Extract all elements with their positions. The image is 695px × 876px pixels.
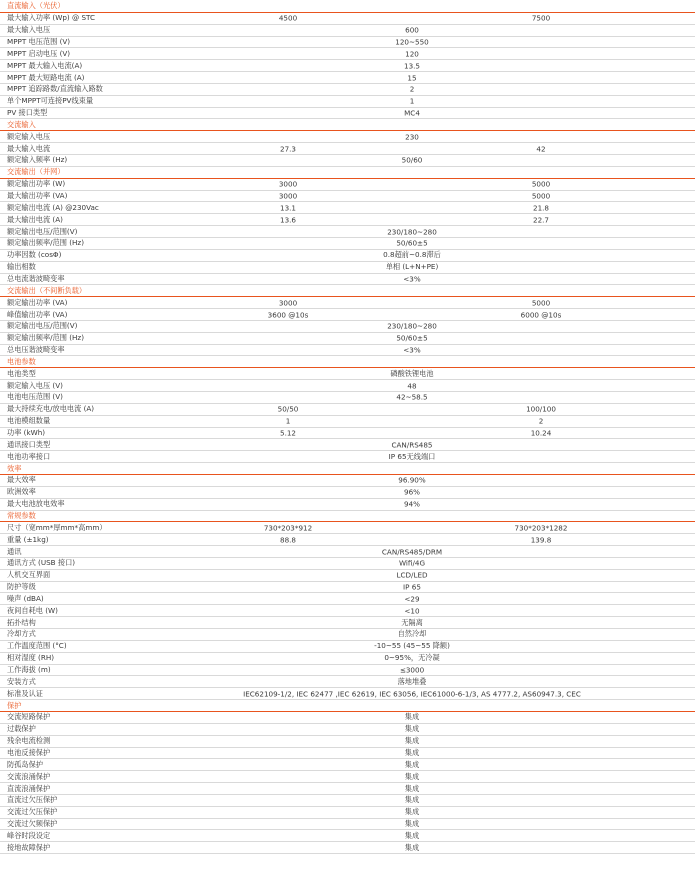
value-shared: 50/60 [401, 155, 423, 165]
spec-label: MPPT 最大短路电流 (A) [7, 72, 85, 82]
spec-row [0, 380, 695, 392]
spec-label: 最大输入功率 (Wp) @ STC [7, 13, 95, 23]
spec-label: MPPT 最大输入电流(A) [7, 60, 83, 70]
spec-row [0, 842, 695, 854]
spec-row [0, 724, 695, 736]
value-shared: 集成 [404, 819, 420, 829]
spec-row [0, 143, 695, 155]
spec-row [0, 72, 695, 84]
spec-label: 接地故障保护 [7, 842, 51, 852]
spec-row [0, 676, 695, 688]
spec-label: 最大电池放电效率 [7, 499, 65, 509]
value-model-b: 5000 [531, 298, 551, 308]
spec-row [0, 84, 695, 96]
value-model-b: 5000 [531, 179, 551, 189]
spec-label: 峰谷时段设定 [7, 830, 51, 840]
value-shared: -10~55 (45~55 降额) [374, 641, 450, 651]
spec-label: 尺寸（宽mm*厚mm*高mm） [7, 522, 107, 532]
spec-label: 最大持续充电/放电电流 (A) [7, 404, 95, 414]
spec-row [0, 191, 695, 203]
spec-label: 额定输入频率 (Hz) [7, 155, 68, 165]
value-model-a: 3000 [278, 298, 298, 308]
value-model-b: 42 [536, 144, 546, 154]
value-model-a: 1 [285, 416, 291, 426]
value-shared: 120 [405, 49, 419, 59]
spec-label: 交流过欠压保护 [7, 807, 58, 817]
spec-row [0, 605, 695, 617]
value-model-b: 100/100 [526, 404, 556, 414]
value-model-a: 13.6 [279, 215, 297, 225]
section-title: 交流输出（不间断负载） [7, 285, 87, 295]
spec-label: 额定输出频率/范围 (Hz) [7, 333, 84, 343]
value-model-b: 2 [538, 416, 544, 426]
spec-label: 工作温度范围 (°C) [7, 641, 67, 651]
spec-row [0, 60, 695, 72]
spec-row [0, 226, 695, 238]
value-shared: 集成 [404, 771, 420, 781]
spec-label: 电池电压范围 (V) [7, 392, 63, 402]
value-shared: 600 [405, 25, 419, 35]
spec-label: MPPT 电压范围 (V) [7, 36, 71, 46]
section-title: 保护 [7, 700, 22, 710]
spec-row [0, 771, 695, 783]
spec-label: 功率因数 (cosΦ) [7, 250, 62, 260]
spec-label: 冷却方式 [7, 629, 36, 639]
value-shared: 230/180~280 [387, 321, 437, 331]
spec-row [0, 653, 695, 665]
spec-row [0, 179, 695, 191]
value-model-a: 4500 [278, 13, 298, 23]
spec-label: 人机交互界面 [7, 570, 51, 580]
spec-label: 最大效率 [7, 475, 36, 485]
spec-label: MPPT 启动电压 (V) [7, 48, 71, 58]
spec-label: 电池反接保护 [7, 747, 51, 757]
value-model-b: 22.7 [532, 215, 550, 225]
spec-row [0, 131, 695, 143]
value-shared: 落地堆叠 [397, 676, 427, 686]
spec-row [0, 748, 695, 760]
section-header-row [0, 167, 695, 179]
spec-label: 总电流谐波畸变率 [7, 273, 65, 283]
spec-label: 额定输出频率/范围 (Hz) [7, 238, 84, 248]
spec-label: 标准及认证 [7, 688, 43, 698]
spec-label: 电池类型 [7, 368, 36, 378]
spec-label: 最大输入电流 [7, 143, 51, 153]
value-shared: 集成 [404, 724, 420, 734]
spec-label: 过载保护 [7, 724, 36, 734]
value-shared: <3% [403, 274, 421, 284]
spec-label: 通讯方式 (USB 接口) [7, 558, 76, 568]
spec-label: 直流浪涌保护 [7, 783, 51, 793]
spec-row [0, 214, 695, 226]
spec-row [0, 274, 695, 286]
spec-label: 夜间自耗电 (W) [7, 605, 58, 615]
value-model-a: 88.8 [279, 535, 297, 545]
spec-row [0, 487, 695, 499]
spec-row [0, 48, 695, 60]
spec-label: 噪声 (dBA) [7, 593, 44, 603]
spec-label: 额定输出功率 (W) [7, 179, 66, 189]
spec-label: 欧洲效率 [7, 487, 36, 497]
spec-row [0, 96, 695, 108]
value-shared: 集成 [404, 759, 420, 769]
spec-label: 防孤岛保护 [7, 759, 43, 769]
spec-row [0, 13, 695, 25]
spec-row [0, 795, 695, 807]
spec-label: 额定输入电压 [7, 131, 51, 141]
value-model-b: 730*203*1282 [514, 523, 568, 533]
spec-label: 额定输出电压/范围(V) [7, 321, 78, 331]
spec-row [0, 629, 695, 641]
value-model-b: 6000 @10s [520, 310, 562, 320]
value-shared: <10 [404, 606, 420, 616]
spec-row [0, 712, 695, 724]
value-shared: CAN/RS485/DRM [381, 547, 443, 557]
value-shared: 50/60±5 [396, 238, 428, 248]
value-shared: 120~550 [395, 37, 429, 47]
spec-row [0, 238, 695, 250]
value-shared: 集成 [404, 830, 420, 840]
spec-row [0, 831, 695, 843]
value-shared: Wifi/4G [398, 558, 426, 568]
value-shared: MC4 [404, 108, 420, 118]
spec-row [0, 688, 695, 700]
value-shared: 集成 [404, 795, 420, 805]
value-shared: IP 65 [403, 582, 421, 592]
spec-label: 总电压谐波畸变率 [7, 345, 65, 355]
section-title: 直流输入（光伏） [7, 1, 65, 11]
value-shared: 96% [404, 487, 420, 497]
value-shared: ≤3000 [399, 665, 425, 675]
value-shared: 集成 [404, 712, 420, 722]
spec-row [0, 155, 695, 167]
spec-row [0, 309, 695, 321]
value-shared: 2 [409, 84, 415, 94]
spec-label: 交流短路保护 [7, 712, 51, 722]
spec-row [0, 451, 695, 463]
spec-row [0, 345, 695, 357]
spec-row [0, 546, 695, 558]
spec-label: 安装方式 [7, 676, 36, 686]
spec-label: 直流过欠压保护 [7, 795, 58, 805]
section-header-row [0, 120, 695, 132]
value-shared: IP 65无线端口 [388, 451, 436, 461]
spec-label: 防护等级 [7, 582, 36, 592]
spec-row [0, 582, 695, 594]
spec-row [0, 428, 695, 440]
spec-label: 最大输入电压 [7, 25, 51, 35]
value-shared: LCD/LED [396, 570, 428, 580]
value-model-b: 7500 [531, 13, 551, 23]
value-shared: 0.8超前~0.8滞后 [383, 250, 441, 260]
spec-label: 输出相数 [7, 262, 36, 272]
spec-row [0, 736, 695, 748]
spec-row [0, 297, 695, 309]
spec-row [0, 321, 695, 333]
spec-row [0, 783, 695, 795]
spec-label: 峰值输出功率 (VA) [7, 309, 68, 319]
section-title: 常规参数 [7, 510, 36, 520]
value-shared: 集成 [404, 842, 420, 852]
spec-row [0, 641, 695, 653]
spec-row [0, 807, 695, 819]
value-model-a: 13.1 [279, 203, 297, 213]
spec-row [0, 665, 695, 677]
spec-label: 最大输出电流 (A) [7, 214, 63, 224]
value-shared: 单相 (L+N+PE) [385, 262, 439, 272]
spec-row [0, 333, 695, 345]
spec-row [0, 262, 695, 274]
value-shared: CAN/RS485 [391, 440, 433, 450]
value-shared: 磷酸铁锂电池 [390, 368, 434, 378]
spec-row [0, 416, 695, 428]
value-shared: 230/180~280 [387, 227, 437, 237]
value-shared: 48 [407, 381, 417, 391]
spec-label: 最大输出功率 (VA) [7, 191, 68, 201]
spec-row [0, 202, 695, 214]
value-shared: <29 [404, 594, 420, 604]
value-model-a: 27.3 [279, 144, 297, 154]
spec-label: 残余电流检测 [7, 736, 51, 746]
spec-row [0, 617, 695, 629]
value-model-a: 730*203*912 [263, 523, 313, 533]
section-header-row [0, 357, 695, 369]
section-header-row [0, 511, 695, 523]
spec-row [0, 25, 695, 37]
value-model-a: 3000 [278, 191, 298, 201]
spec-label: 额定输出电流 (A) @230Vac [7, 202, 99, 212]
spec-label: 额定输出电压/范围(V) [7, 226, 78, 236]
value-shared: 15 [407, 73, 417, 83]
value-model-b: 10.24 [530, 428, 552, 438]
spec-row [0, 475, 695, 487]
spec-label: 交流浪涌保护 [7, 771, 51, 781]
value-shared: 集成 [404, 747, 420, 757]
spec-label: 重量 (±1kg) [7, 534, 49, 544]
value-shared: IEC62109-1/2, IEC 62477 ,IEC 62619, IEC 63056, IEC61000-6-1/3, AS 4777.2, AS60947.3, CEC [243, 689, 581, 699]
spec-row [0, 37, 695, 49]
section-title: 交流输出（并网） [7, 167, 65, 177]
spec-label: 相对湿度 (RH) [7, 653, 55, 663]
spec-row [0, 570, 695, 582]
spec-label: 拓扑结构 [7, 617, 36, 627]
spec-label: 通讯接口类型 [7, 439, 51, 449]
value-shared: 0~95%，无冷凝 [384, 653, 440, 663]
value-model-a: 5.12 [279, 428, 297, 438]
value-shared: 集成 [404, 736, 420, 746]
section-title: 电池参数 [7, 356, 36, 366]
spec-label: 工作海拔 (m) [7, 665, 51, 675]
spec-row [0, 368, 695, 380]
section-header-row [0, 1, 695, 13]
value-shared: 94% [404, 499, 420, 509]
spec-label: 单个MPPT可连接PV线束量 [7, 96, 94, 106]
section-title: 交流输入 [7, 119, 36, 129]
value-shared: <3% [403, 345, 421, 355]
value-shared: 集成 [404, 807, 420, 817]
value-model-a: 3000 [278, 179, 298, 189]
spec-label: 电池功率接口 [7, 451, 51, 461]
value-shared: 13.5 [403, 61, 421, 71]
spec-row [0, 499, 695, 511]
spec-label: 电池模组数量 [7, 416, 51, 426]
value-shared: 50/60±5 [396, 333, 428, 343]
section-header-row [0, 700, 695, 712]
spec-row [0, 392, 695, 404]
spec-label: 额定输出功率 (VA) [7, 297, 68, 307]
spec-row [0, 108, 695, 120]
value-model-b: 21.8 [532, 203, 550, 213]
spec-label: 通讯 [7, 546, 22, 556]
spec-row [0, 558, 695, 570]
spec-row [0, 819, 695, 831]
value-model-a: 50/50 [277, 404, 299, 414]
value-shared: 无隔离 [401, 617, 423, 627]
spec-label: MPPT 追踪路数/直流输入路数 [7, 84, 103, 94]
value-shared: 1 [409, 96, 415, 106]
spec-row [0, 594, 695, 606]
spec-row [0, 759, 695, 771]
value-model-b: 5000 [531, 191, 551, 201]
spec-label: 功率 (kWh) [7, 428, 46, 438]
value-model-b: 139.8 [530, 535, 552, 545]
spec-row [0, 250, 695, 262]
value-shared: 230 [405, 132, 419, 142]
value-shared: 42~58.5 [396, 392, 428, 402]
value-shared: 96.90% [398, 475, 426, 485]
spec-row [0, 404, 695, 416]
section-title: 效率 [7, 463, 22, 473]
section-header-row [0, 463, 695, 475]
spec-row [0, 439, 695, 451]
value-model-a: 3600 @10s [267, 310, 309, 320]
spec-label: 额定输入电压 (V) [7, 380, 63, 390]
spec-row [0, 522, 695, 534]
value-shared: 集成 [404, 783, 420, 793]
spec-row [0, 534, 695, 546]
spec-label: 交流过欠频保护 [7, 819, 58, 829]
value-shared: 自然冷却 [397, 629, 427, 639]
spec-label: PV 接口类型 [7, 108, 48, 118]
section-header-row [0, 285, 695, 297]
